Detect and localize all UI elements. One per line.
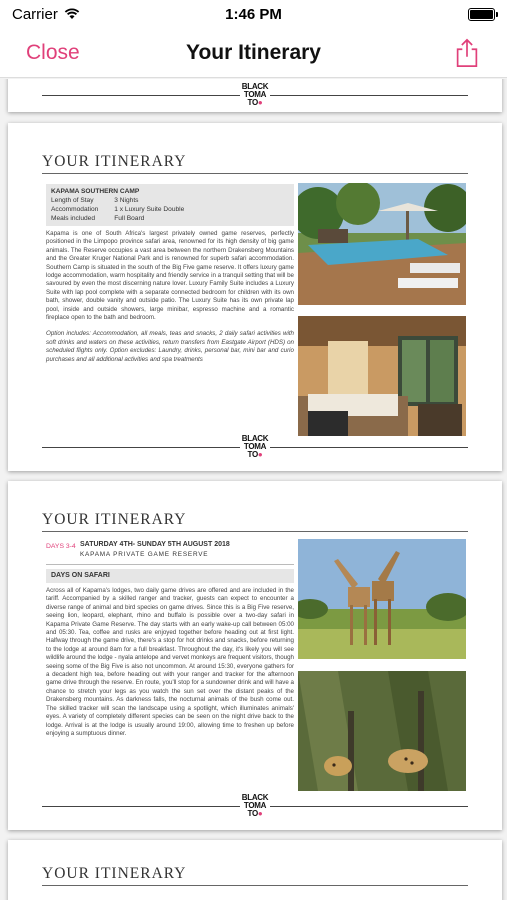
blacktomato-logo: BLACK TOMA TO● [241, 434, 269, 459]
clock: 1:46 PM [225, 5, 282, 23]
wifi-icon [64, 8, 80, 20]
giraffes-photo [298, 539, 466, 659]
page-footer [42, 435, 468, 459]
status-bar [0, 0, 507, 28]
day-tag: DAYS 3-4 [46, 543, 76, 550]
day-header [46, 541, 294, 565]
heading-rule [42, 173, 468, 174]
pool-deck-photo [298, 183, 466, 305]
day-location: KAPAMA PRIVATE GAME RESERVE [80, 551, 209, 558]
page-footer [42, 794, 468, 818]
blacktomato-logo: BLACK TOMA TO● [241, 793, 269, 818]
itinerary-page-3 [8, 481, 502, 830]
itinerary-page-2 [8, 123, 502, 471]
camp-info-box [46, 184, 294, 226]
itinerary-page-4 [8, 840, 502, 900]
day-title: SATURDAY 4TH- SUNDAY 5TH AUGUST 2018 [80, 541, 230, 548]
page-heading: YOUR ITINERARY [42, 511, 187, 528]
share-icon[interactable] [453, 38, 481, 68]
section-title: DAYS ON SAFARI [46, 569, 294, 583]
page-footer [42, 83, 468, 107]
heading-rule [42, 531, 468, 532]
safari-description: Across all of Kapama's lodges, two daily game drives are offered and are included in the tariff. Accompanied by a skilled ranger and tracker, guests can expect to encounter a diverse range of animal and bird species on game drives. Since this is a Big Five reserve, seeing lion, leopard, elephant, rhino and buffalo is possible over a two-day safari in Kapama Private Game Reserve. The day starts with an early wake-up call between 05:00 and 05:30. Tea, coffee and rusks are enjoyed together before heading out at first light. Halfway through the game drive, there's a stop for hot drinks and snacks, before returning to the lodge at around 8am for a full breakfast. Throughout the day, it's likely you will see wildlife around the lodge - nyala antelope and vervet monkeys are frequent visitors, though seeing some of the Big Five is also not uncommon. At around 15:30, everyone gathers for a decadent high tea, before heading out with your ranger and tracker for the afternoon game drive through the reserve. En route, you'll stop for a sundowner drink and will have a chance to stretch your legs as you watch the sun set over the distant peaks of the Drakensberg mountains. As darkness falls, the nocturnal animals of the bush come out. The skilled tracker will scan the landscape using a spotlight, which illuminates animals' eyes. A variety of completely different species can be seen on the night drive back to the lodge. Arrival is at the lodge is usually around 19:00, allowing time to freshen up before enjoying a sumptuous dinner. [46, 587, 294, 737]
camp-description: Kapama is one of South Africa's largest privately owned game reserves, perfectly positioned in the Limpopo province safari area, renowned for its high density of big game animals. The Reserve occupies a vast area between the northern Drakensberg Mountains and the Greater Kruger National Park and is renowned for superb safari accommodation. Southern Camp is situated in the south of the Big Five game reserve. It offers luxury game lodge accommodation, warm hospitality and friendly service in a tranquil setting that will be savoured by even the most discerning nature lover. Luxury Family Suite includes a Luxury Suite with lap pool complete with a separate connected bedroom for children with its own bath, shower, double vanity and outside patio. The Luxury Suite has its own private lap pool, inside and outside showers, large minibar, espresso machine and a romantic fireplace open to the bath and bedroom. Option includes: Accommodation, all meals, teas and snacks, 2 daily safari activities with soft drinks and waters on these activities, return transfers from Eastgate Airport (HDS) on scheduled flights only. Option excludes: Laundry, drinks, personal bar, mini bar and curio purchases and all additional activities and spa treatments [46, 230, 294, 363]
page-heading: YOUR ITINERARY [42, 865, 187, 882]
document-viewer[interactable] [0, 79, 507, 900]
battery-icon [468, 8, 495, 21]
camp-details: Length of Stay 3 Nights Accommodation 1 x Luxury Suite Double Meals included Full Board [51, 197, 185, 222]
leopard-photo [298, 671, 466, 791]
blacktomato-logo: BLACK TOMA TO● [241, 82, 269, 107]
carrier-label: Carrier [12, 5, 58, 23]
page-heading: YOUR ITINERARY [42, 153, 187, 170]
page-title: Your Itinerary [186, 40, 321, 64]
navigation-bar [0, 28, 507, 78]
heading-rule [42, 885, 468, 886]
camp-title: KAPAMA SOUTHERN CAMP [51, 188, 140, 195]
close-button[interactable]: Close [26, 40, 80, 64]
suite-bedroom-photo [298, 316, 466, 436]
itinerary-page-1 [8, 79, 502, 112]
